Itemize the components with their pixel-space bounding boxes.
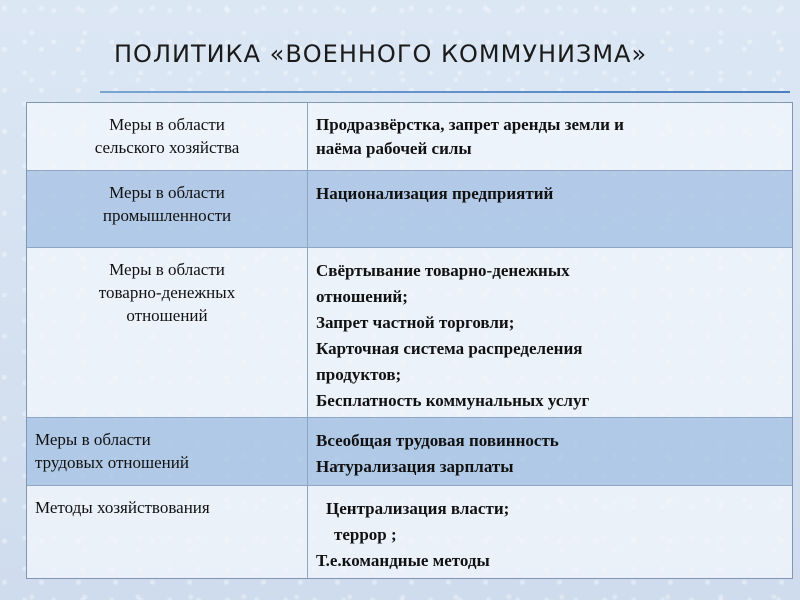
row-heading-line: Меры в области bbox=[35, 430, 151, 449]
measure-line: Национализация предприятий bbox=[316, 184, 554, 203]
row-measures-labor bbox=[308, 418, 792, 485]
row-heading-line: отношений bbox=[126, 306, 208, 325]
table-row-industry bbox=[27, 171, 792, 248]
table-row-agriculture bbox=[27, 103, 792, 171]
row-measures-management bbox=[308, 486, 792, 578]
row-heading-line: Меры в области bbox=[109, 260, 225, 279]
measure-line: Запрет частной торговли; bbox=[316, 313, 515, 332]
row-measures-industry bbox=[308, 171, 792, 247]
measure-line: террор ; bbox=[334, 525, 397, 544]
measure-line: Карточная система распределения bbox=[316, 339, 583, 358]
row-heading-line: Меры в области bbox=[109, 115, 225, 134]
row-heading-management bbox=[27, 486, 308, 578]
row-heading-commodity-money bbox=[27, 248, 308, 417]
measure-line: Продразвёрстка, запрет аренды земли и bbox=[316, 115, 624, 134]
measure-line: Централизация власти; bbox=[326, 499, 510, 518]
measure-line: Т.е.командные методы bbox=[316, 551, 490, 570]
measure-line: отношений; bbox=[316, 287, 408, 306]
table-row-labor bbox=[27, 418, 792, 486]
measure-line: наёма рабочей силы bbox=[316, 139, 472, 158]
page-title: ПОЛИТИКА «ВОЕННОГО КОММУНИЗМА» bbox=[114, 40, 648, 68]
row-heading-agriculture bbox=[27, 103, 308, 170]
row-heading-line: Методы хозяйствования bbox=[35, 498, 210, 517]
measure-line: Бесплатность коммунальных услуг bbox=[316, 391, 590, 410]
row-heading-line: Меры в области bbox=[109, 183, 225, 202]
row-heading-line: сельского хозяйства bbox=[94, 138, 240, 157]
table-row-management bbox=[27, 486, 792, 578]
row-heading-line: промышленности bbox=[102, 206, 232, 225]
table-row-commodity-money bbox=[27, 248, 792, 418]
row-measures-agriculture bbox=[308, 103, 792, 170]
policy-table bbox=[26, 102, 793, 579]
measure-line: Всеобщая трудовая повинность bbox=[316, 431, 559, 450]
row-heading-line: товарно-денежных bbox=[98, 283, 236, 302]
row-heading-industry bbox=[27, 171, 308, 247]
measure-line: Свёртывание товарно-денежных bbox=[316, 261, 570, 280]
measure-line: Натурализация зарплаты bbox=[316, 457, 514, 476]
title-underline bbox=[100, 91, 790, 93]
row-measures-commodity-money bbox=[308, 248, 792, 417]
row-heading-line: трудовых отношений bbox=[35, 453, 189, 472]
measure-line: продуктов; bbox=[316, 365, 402, 384]
row-heading-labor bbox=[27, 418, 308, 485]
